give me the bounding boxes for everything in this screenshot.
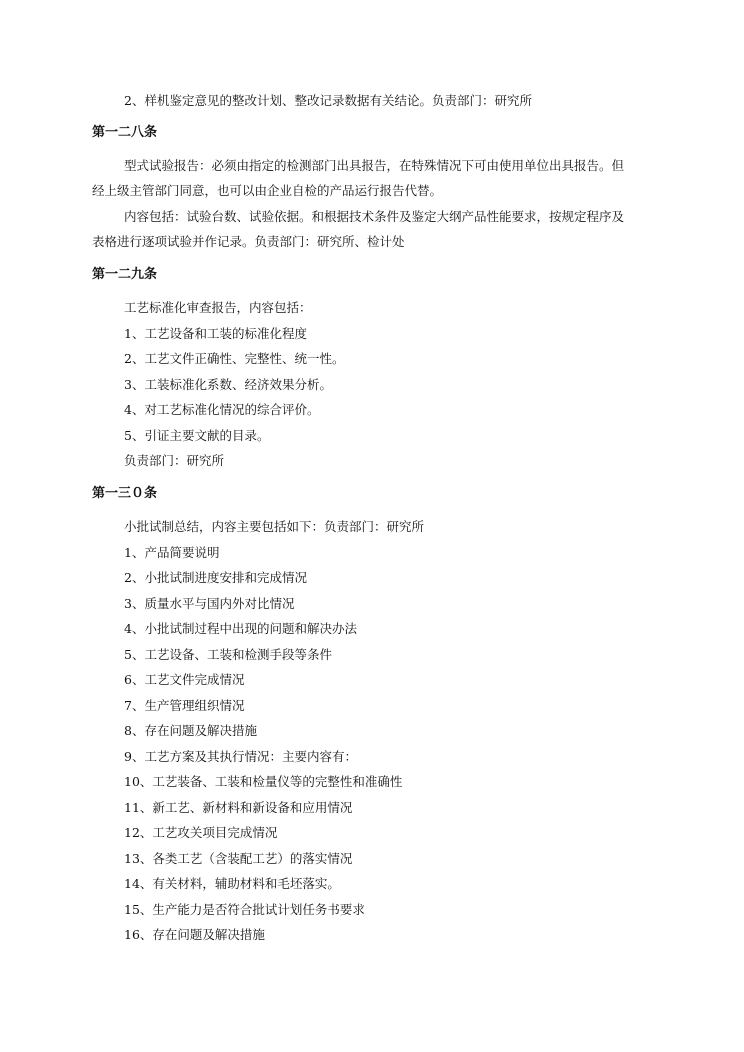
list-item: 2、工艺文件正确性、完整性、统一性。 — [124, 351, 345, 366]
paragraph-line: 表格进行逐项试验并作记录。负责部门：研究所、检计处 — [92, 234, 405, 249]
paragraph-line: 负责部门：研究所 — [124, 453, 225, 468]
article-heading-130: 第一三０条 — [92, 486, 158, 501]
list-item: 10、工艺装备、工装和检量仪等的完整性和准确性 — [124, 774, 403, 789]
list-item: 4、小批试制过程中出现的问题和解决办法 — [124, 621, 357, 636]
list-item: 3、工装标准化系数、经济效果分析。 — [124, 377, 332, 392]
list-item: 4、对工艺标准化情况的综合评价。 — [124, 402, 320, 417]
list-item: 14、有关材料，辅助材料和毛坯落实。 — [124, 876, 340, 891]
list-item: 5、引证主要文献的目录。 — [124, 428, 270, 443]
list-item: 9、工艺方案及其执行情况：主要内容有： — [124, 749, 357, 764]
article-heading-129: 第一二九条 — [92, 267, 158, 282]
list-item: 1、产品简要说明 — [124, 545, 220, 560]
list-item: 3、质量水平与国内外对比情况 — [124, 596, 295, 611]
list-item: 5、工艺设备、工装和检测手段等条件 — [124, 647, 332, 662]
list-item: 8、存在问题及解决措施 — [124, 723, 257, 738]
list-item: 11、新工艺、新材料和新设备和应用情况 — [124, 800, 353, 815]
paragraph-line: 2、样机鉴定意见的整改计划、整改记录数据有关结论。负责部门：研究所 — [124, 93, 532, 108]
paragraph-line: 经上级主管部门同意，也可以由企业自检的产品运行报告代替。 — [92, 183, 443, 198]
list-item: 12、工艺攻关项目完成情况 — [124, 825, 278, 840]
paragraph-line: 工艺标准化审查报告，内容包括： — [124, 300, 312, 315]
list-item: 6、工艺文件完成情况 — [124, 672, 245, 687]
list-item: 15、生产能力是否符合批试计划任务书要求 — [124, 902, 365, 917]
list-item: 13、各类工艺（含装配工艺）的落实情况 — [124, 851, 353, 866]
list-item: 16、存在问题及解决措施 — [124, 927, 265, 942]
list-item: 1、工艺设备和工装的标准化程度 — [124, 326, 307, 341]
paragraph-line: 内容包括：试验台数、试验依据。和根据技术条件及鉴定大纲产品性能要求，按规定程序及 — [124, 209, 625, 224]
list-item: 7、生产管理组织情况 — [124, 698, 245, 713]
article-heading-128: 第一二八条 — [92, 125, 158, 140]
list-item: 2、小批试制进度安排和完成情况 — [124, 570, 307, 585]
paragraph-line: 小批试制总结，内容主要包括如下：负责部门：研究所 — [124, 519, 425, 534]
paragraph-line: 型式试验报告：必须由指定的检测部门出具报告，在特殊情况下可由使用单位出具报告。但 — [124, 158, 625, 173]
